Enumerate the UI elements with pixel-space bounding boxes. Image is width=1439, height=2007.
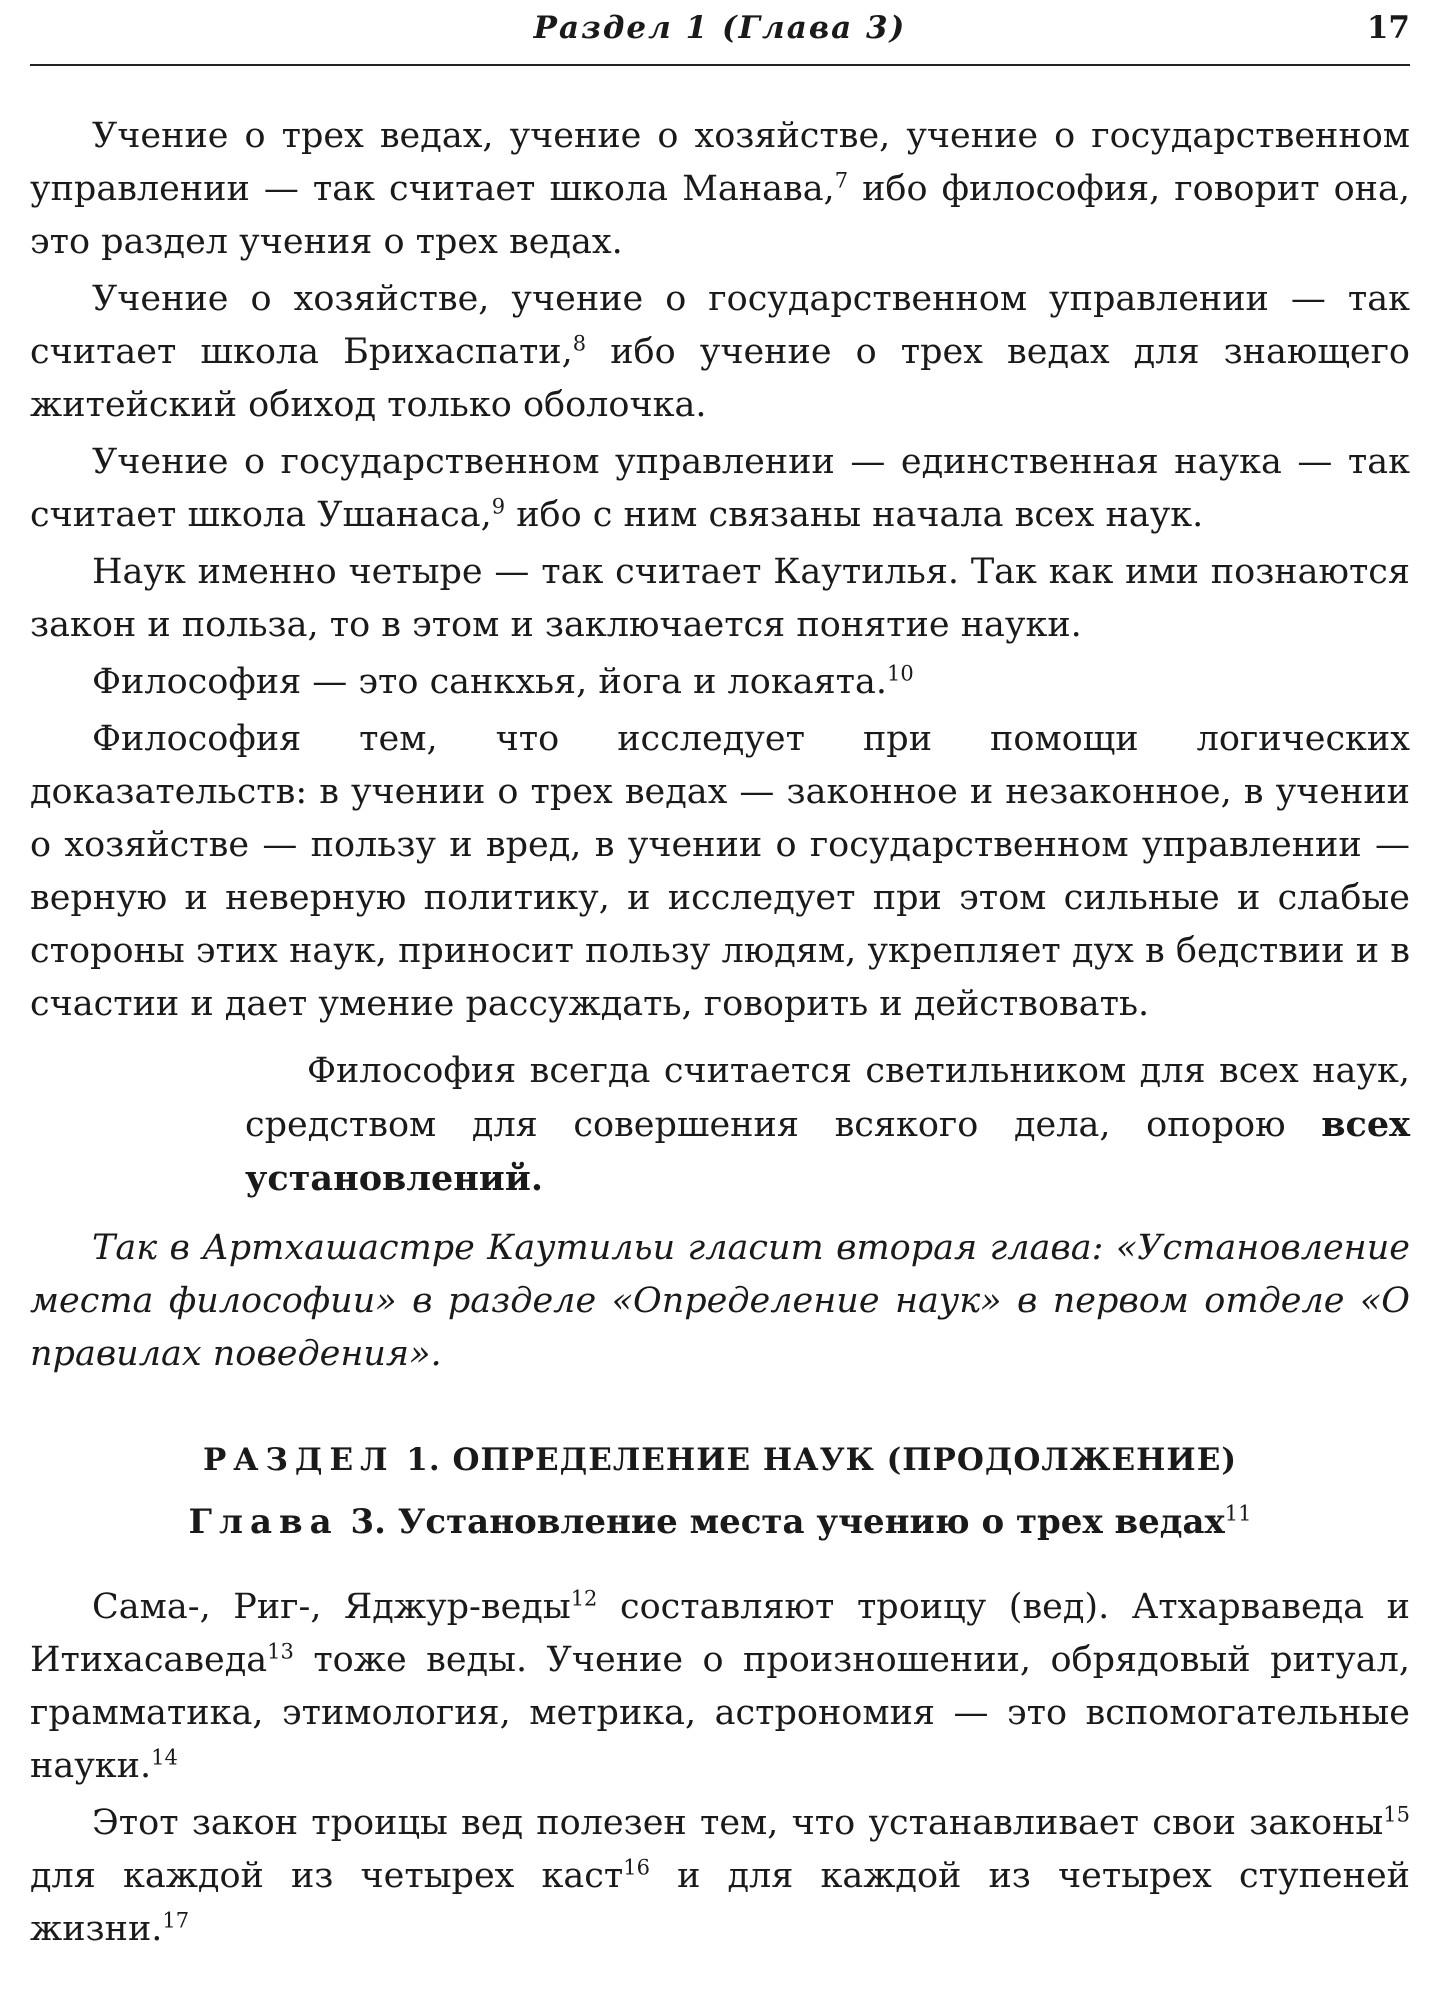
paragraph-brihaspati xyxy=(30,273,1410,432)
paragraph-text: Философия — это санкхья, йога и локаята. xyxy=(92,662,888,702)
page-number: 17 xyxy=(1366,10,1410,46)
paragraph-philosophy-method xyxy=(30,713,1410,1031)
footnote-ref: 16 xyxy=(623,1855,650,1880)
quote-text: Философия всегда считается светильником для всех наук, средством для совершения всякого дела, опорою xyxy=(245,1051,1410,1145)
closing-note: Так в Артхашастре Каутильи гласит вторая глава: «Установление места философии» в разделе «Определение наук» в первом отделе «О правилах поведения». xyxy=(30,1228,1410,1374)
book-page xyxy=(30,0,1410,2007)
paragraph-kautilya xyxy=(30,546,1410,652)
footnote-ref: 15 xyxy=(1383,1802,1410,1827)
chapter-heading-text: 3. Установление места учению о трех ведах xyxy=(338,1502,1225,1542)
footnote-ref: 13 xyxy=(267,1639,294,1664)
footnote-ref: 10 xyxy=(887,661,914,686)
paragraph-vedas xyxy=(30,1581,1410,1793)
footnote-ref: 17 xyxy=(162,1908,190,1933)
block-quote xyxy=(245,1045,1410,1206)
paragraph-text: Учение о государственном управлении — единственная наука — так считает школа Ушанаса, xyxy=(30,442,1410,535)
paragraph-manava xyxy=(30,110,1410,269)
paragraph-text: Учение о хозяйстве, учение о государственном управлении — так считает школа Брихаспати, xyxy=(30,279,1410,372)
paragraph-law xyxy=(30,1797,1410,1956)
chapter-heading xyxy=(30,1497,1410,1547)
running-header xyxy=(30,6,1410,66)
footnote-ref: 11 xyxy=(1224,1501,1252,1526)
section-heading xyxy=(30,1435,1410,1485)
footnote-ref: 7 xyxy=(834,168,849,193)
paragraph-text: ибо философия, говорит она, это раздел учения о трех ведах. xyxy=(30,169,1410,262)
paragraph-text: Сама-, Риг-, Яджур-веды xyxy=(92,1587,571,1627)
footnote-ref: 9 xyxy=(491,494,506,519)
section-heading-word: РАЗДЕЛ xyxy=(202,1442,395,1478)
paragraph-ushanas xyxy=(30,436,1410,542)
footnote-ref: 8 xyxy=(572,331,587,356)
section-heading-text: 1. ОПРЕДЕЛЕНИЕ НАУК (ПРОДОЛЖЕНИЕ) xyxy=(394,1442,1238,1478)
page-body xyxy=(30,110,1410,1960)
paragraph-text: и для каждой из четырех ступеней жизни. xyxy=(30,1856,1410,1949)
footnote-ref: 12 xyxy=(570,1586,598,1611)
paragraph-text: составляют троицу (вед). Атхарваведа и Итихасаведа xyxy=(30,1587,1410,1680)
paragraph-text: для каждой из четырех каст xyxy=(30,1856,624,1896)
paragraph-philosophy-def xyxy=(30,656,1410,709)
paragraph-text: тоже веды. Учение о произношении, обрядовый ритуал, грамматика, этимология, метрика, астрономия — это вспомогательные науки. xyxy=(30,1640,1410,1786)
paragraph-text: Наук именно четыре — так считает Каутилья. Так как ими познаются закон и польза, то в этом и заключается понятие науки. xyxy=(30,552,1410,645)
paragraph-text: ибо учение о трех ведах для знающего житейский обиход только оболочка. xyxy=(30,332,1410,425)
paragraph-text: Этот закон троицы вед полезен тем, что устанавливает свои законы xyxy=(92,1803,1384,1843)
footnote-ref: 14 xyxy=(151,1745,178,1770)
chapter-heading-word: Глава xyxy=(188,1502,339,1542)
paragraph-text: Учение о трех ведах, учение о хозяйстве, учение о государственном управлении — так считает школа Манава, xyxy=(30,116,1410,209)
paragraph-text: ибо с ним связаны начала всех наук. xyxy=(505,495,1204,535)
running-title: Раздел 1 (Глава 3) xyxy=(533,10,907,46)
paragraph-text: Философия тем, что исследует при помощи логических доказательств: в учении о трех ведах — законное и незаконное, в учении о хозяйстве — пользу и вред, в учении о государственном управлении — верную и неверную политику, и исследует при этом сильные и слабые стороны этих наук, приносит пользу людям, укрепляет дух в бедствии и в счастии и дает умение рассуждать, говорить и действовать. xyxy=(30,719,1410,1024)
quote-bold-text: всех установлений. xyxy=(245,1104,1410,1199)
